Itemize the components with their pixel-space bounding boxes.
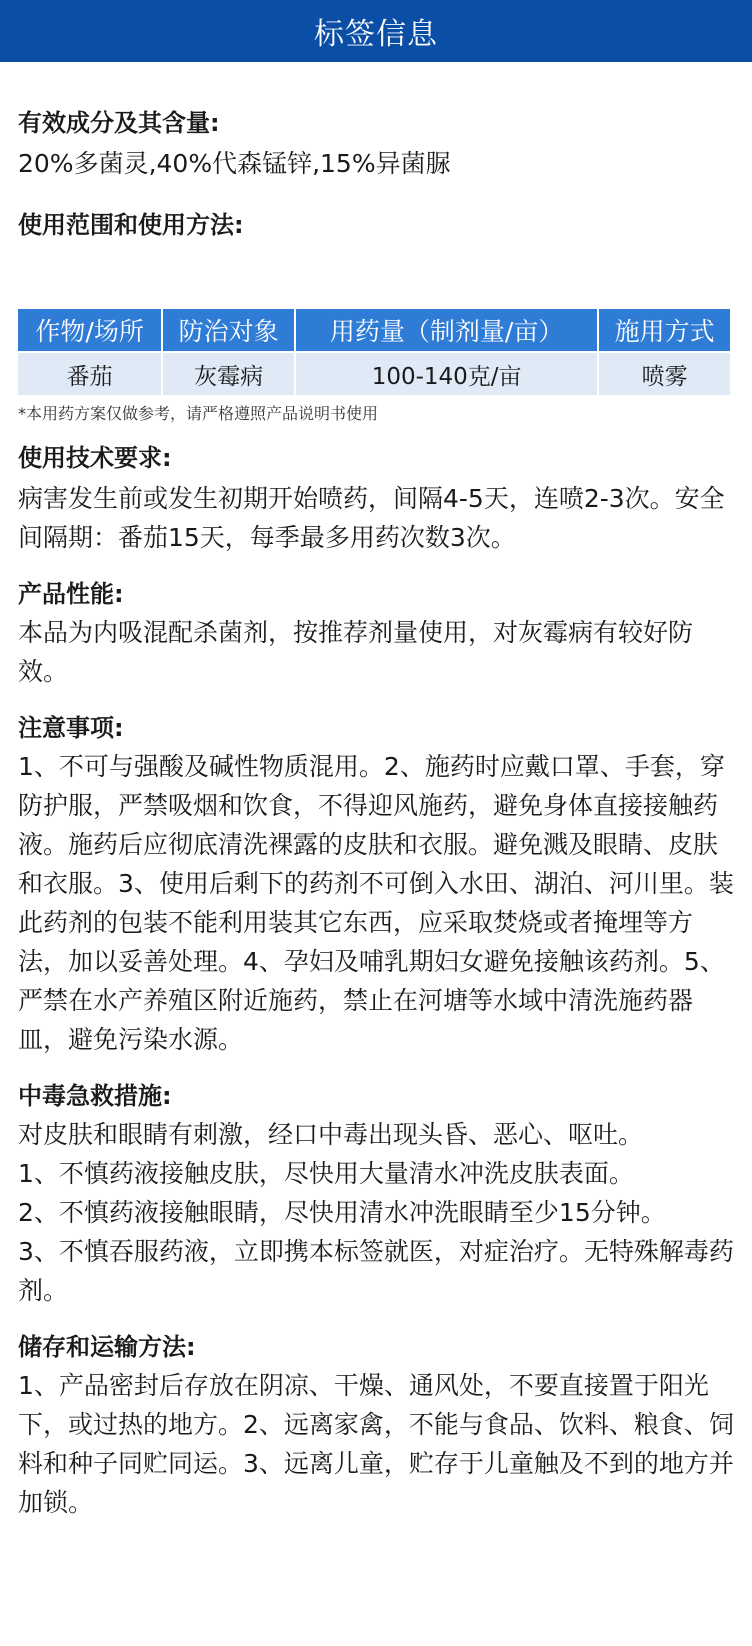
storage-title: 储存和运输方法:	[18, 1333, 196, 1361]
first-aid-line: 对皮肤和眼睛有刺激，经口中毒出现头昏、恶心、呕吐。	[18, 1120, 644, 1149]
first-aid-line: 2、不慎药液接触眼睛，尽快用清水冲洗眼睛至少15分钟。	[18, 1198, 666, 1227]
precautions-title: 注意事项:	[18, 714, 124, 742]
column-header-crop: 作物/场所	[18, 309, 161, 351]
first-aid-line: 1、不慎药液接触皮肤，尽快用大量清水冲洗皮肤表面。	[18, 1159, 634, 1188]
usage-title: 使用范围和使用方法:	[18, 211, 244, 239]
first-aid-title: 中毒急救措施:	[18, 1082, 172, 1110]
technical-text: 病害发生前或发生初期开始喷药，间隔4-5天，连喷2-3次。安全间隔期：番茄15天，每季最多用药次数3次。	[18, 484, 725, 552]
cell-target: 灰霉病	[163, 353, 294, 395]
cell-crop: 番茄	[18, 353, 161, 395]
usage-table-header-row	[18, 309, 730, 351]
ingredients-text: 20%多菌灵,40%代森锰锌,15%异菌脲	[18, 149, 451, 178]
precautions-text: 1、不可与强酸及碱性物质混用。2、施药时应戴口罩、手套，穿防护服，严禁吸烟和饮食，不得迎风施药，避免身体直接接触药液。施药后应彻底清洗裸露的皮肤和衣服。避免溅及眼睛、皮肤和衣服。3、使用后剩下的药剂不可倒入水田、湖泊、河川里。装此药剂的包装不能利用装其它东西，应采取焚烧或者掩埋等方法，加以妥善处理。4、孕妇及哺乳期妇女避免接触该药剂。5、严禁在水产养殖区附近施药，禁止在河塘等水域中清洗施药器皿，避免污染水源。	[18, 752, 734, 1054]
storage-text: 1、产品密封后存放在阴凉、干燥、通风处，不要直接置于阳光下，或过热的地方。2、远离家禽，不能与食品、饮料、粮食、饲料和种子同贮同运。3、远离儿童，贮存于儿童触及不到的地方并加锁。	[18, 1371, 734, 1517]
ingredients-title: 有效成分及其含量:	[18, 109, 220, 137]
first-aid-text	[18, 1115, 734, 1310]
first-aid-line: 3、不慎吞服药液，立即携本标签就医，对症治疗。无特殊解毒药剂。	[18, 1237, 734, 1305]
label-content	[0, 108, 752, 1522]
table-row	[18, 353, 730, 395]
performance-text: 本品为内吸混配杀菌剂，按推荐剂量使用，对灰霉病有较好防效。	[18, 618, 694, 686]
technical-title: 使用技术要求:	[18, 444, 172, 472]
usage-table	[16, 307, 732, 397]
page-title: 标签信息	[314, 17, 438, 52]
column-header-method: 施用方式	[599, 309, 730, 351]
column-header-target: 防治对象	[163, 309, 294, 351]
cell-dosage: 100-140克/亩	[296, 353, 597, 395]
column-header-dosage: 用药量（制剂量/亩）	[296, 309, 597, 351]
header-bar	[0, 0, 752, 62]
usage-note: *本用药方案仅做参考，请严格遵照产品说明书使用	[18, 404, 379, 423]
cell-method: 喷雾	[599, 353, 730, 395]
performance-title: 产品性能:	[18, 580, 124, 608]
